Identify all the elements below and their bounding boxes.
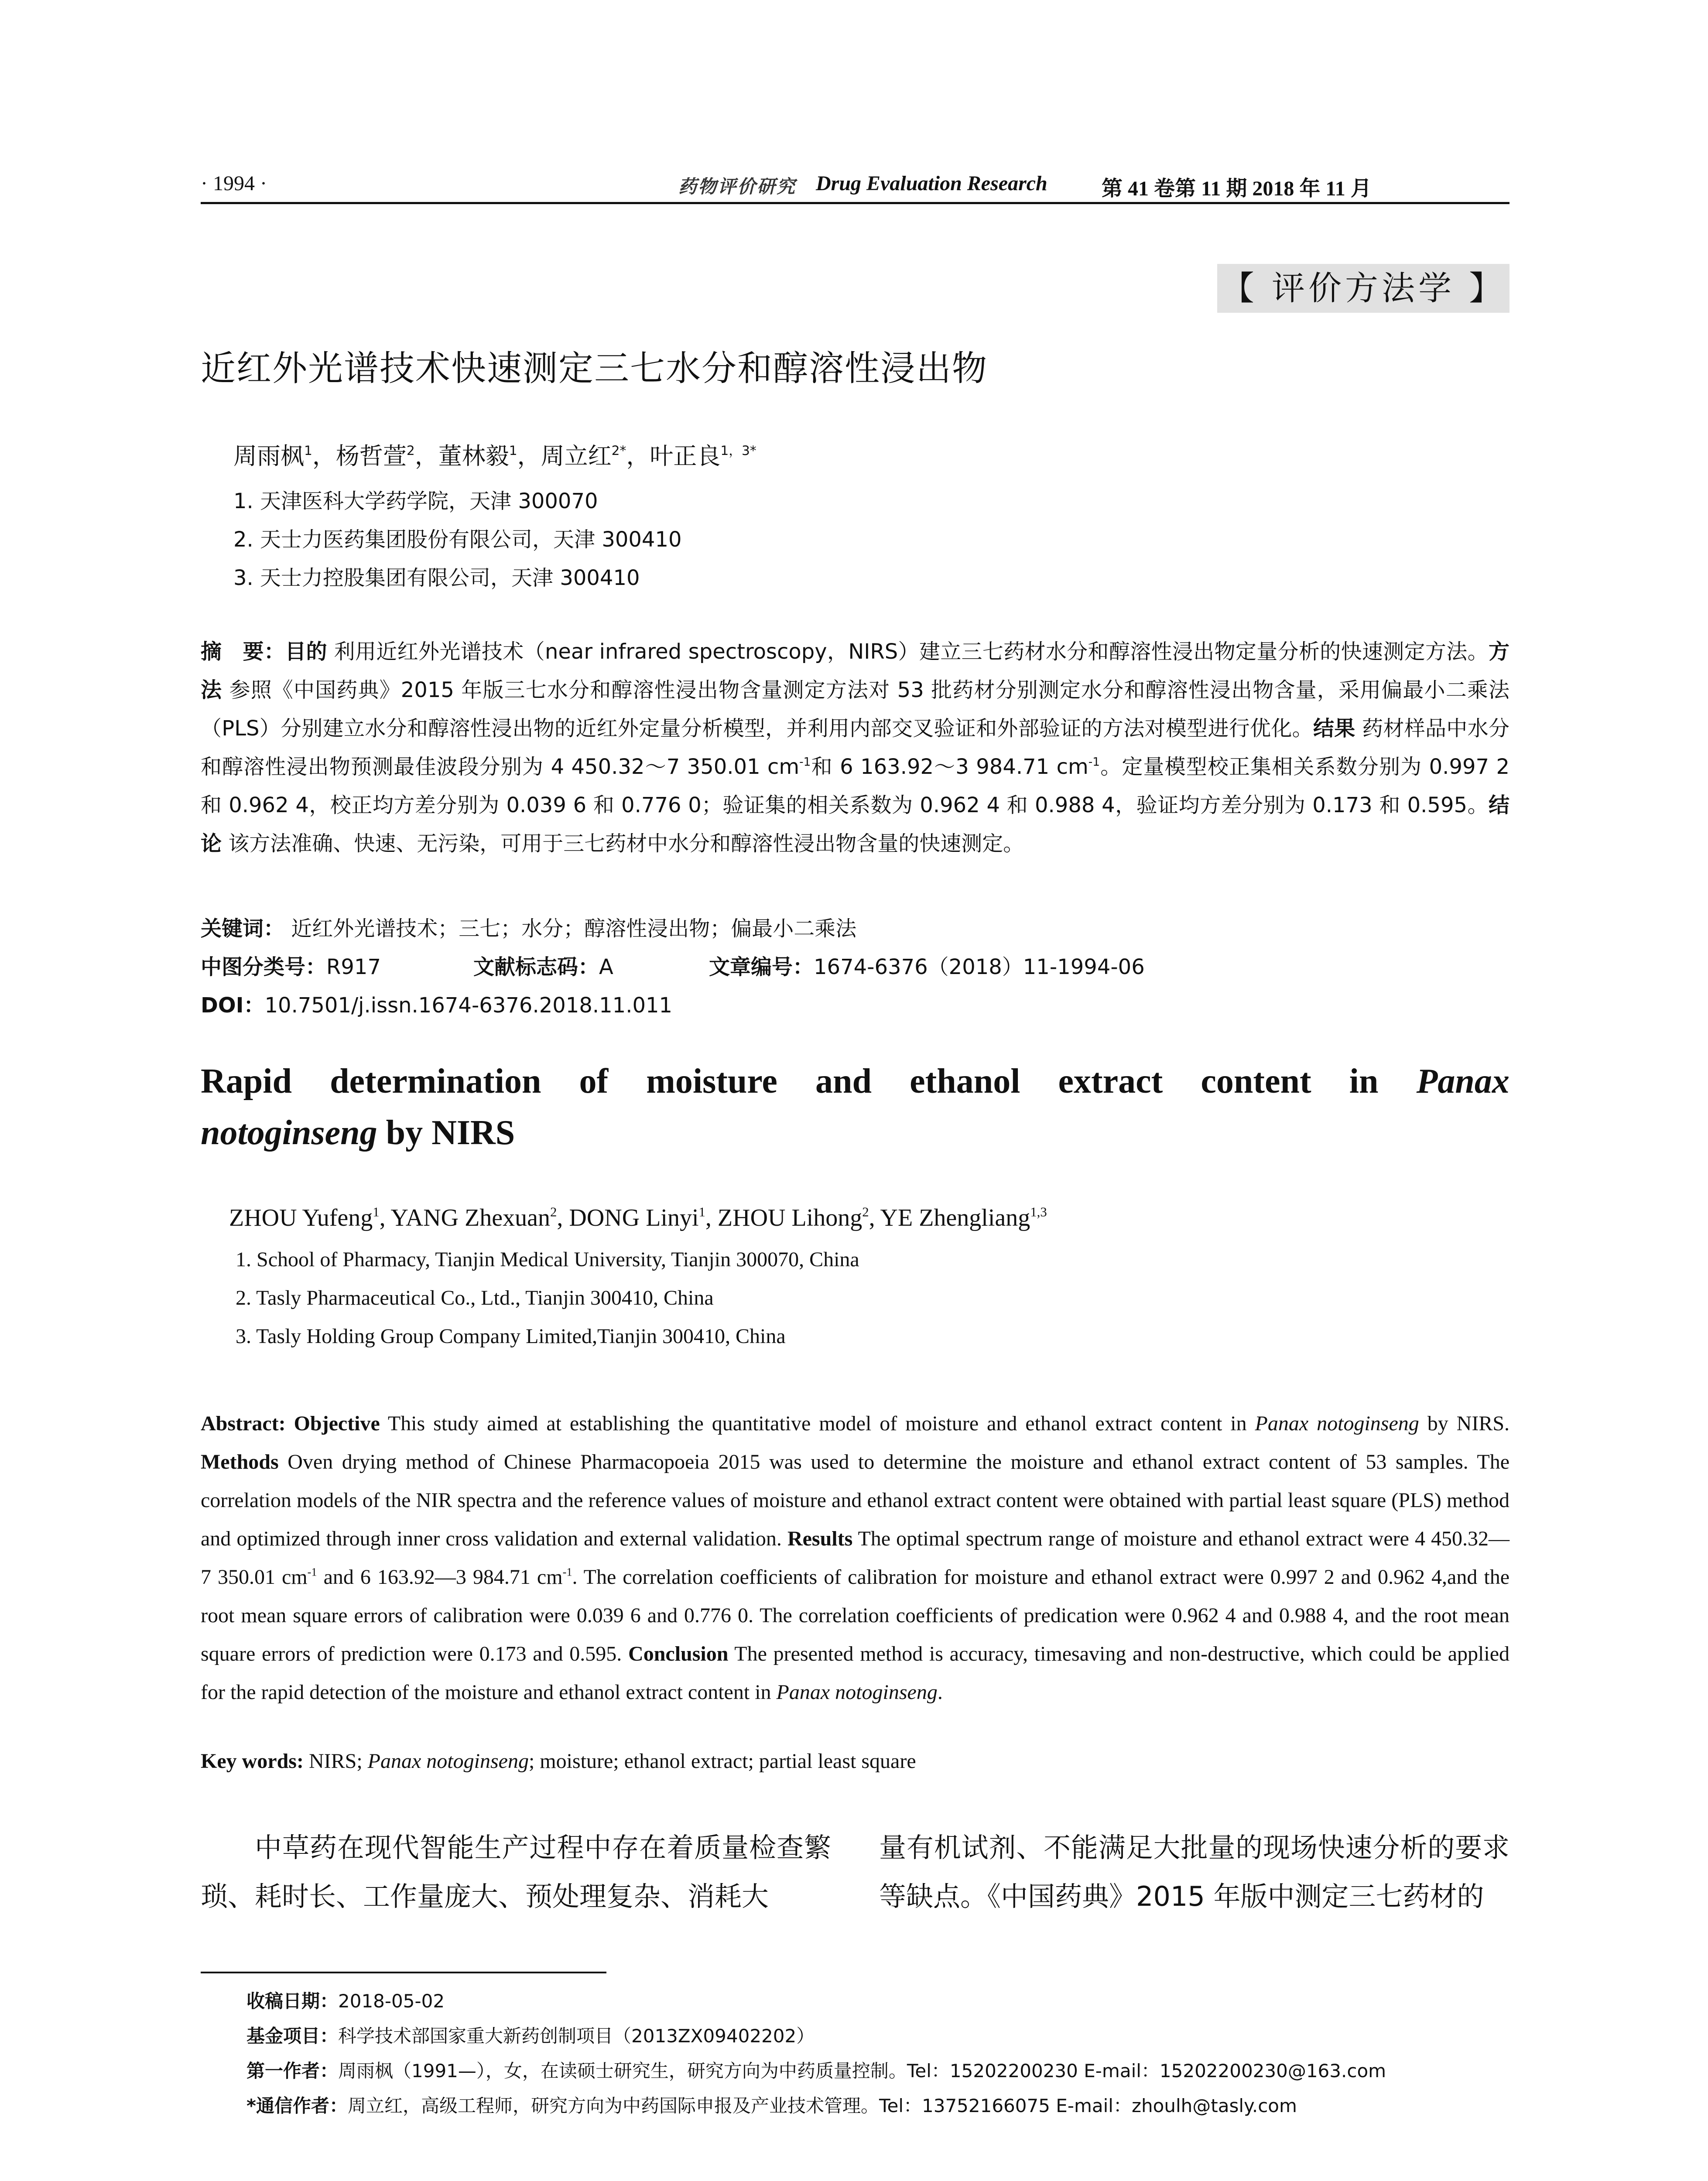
body-column-right: 量有机试剂、不能满足大批量的现场快速分析的要求等缺点。《中国药典》2015 年版中测定三七药材的 [879,1832,1509,1912]
footnote-label: *通信作者： [246,2095,348,2116]
abstract-cn [201,632,1509,863]
journal-logo: 药物评价研究 [678,177,797,197]
author-separator: ， [517,442,541,470]
header-rule [201,202,1509,204]
methods-en-text: Oven drying method of Chinese Pharmacopoeia 2015 was used to determine the moisture and ethanol extract content of 53 samples. The correlation models of the NIR spectra and the reference values of moisture and ethanol extract content were obtained with partial least square (PLS) method and optimized through inner cross validation and external validation. [201,1450,1509,1550]
author-list-en [229,1204,1047,1232]
conclusion-text: 该方法准确、快速、无污染，可用于三七药材中水分和醇溶性浸出物含量的快速测定。 [228,831,1024,856]
author-name: DONG Linyi [569,1204,699,1231]
title-species: notoginseng [201,1114,377,1152]
footnote-received [246,1987,445,2013]
unit-superscript: -1 [307,1565,317,1579]
article-title-cn: 近红外光谱技术快速测定三七水分和醇溶性浸出物 [201,348,988,389]
author-name: 杨哲萱 [335,442,407,470]
objective-en-text: This study aimed at establishing the quantitative model of moisture and ethanol extract content in [380,1412,1255,1435]
affiliation-en-2: 2. Tasly Pharmaceutical Co., Ltd., Tianjin 300410, China [236,1286,714,1309]
methods-text: 参照《中国药典》2015 年版三七水分和醇溶性浸出物含量测定方法对 53 批药材分别测定水分和醇溶性浸出物含量，采用偏最小二乘法（PLS）分别建立水分和醇溶性浸出物的近红外定量分析模型，并利用内部交叉验证和外部验证的方法对模型进行优化。 [201,678,1509,741]
author-name: 叶正良 [650,442,721,470]
unit-superscript: -1 [1088,755,1100,769]
author-name: ZHOU Yufeng [229,1204,373,1231]
affiliation-marker: 1 [373,1204,380,1220]
abstract-en [201,1405,1509,1712]
conclusion-en-label: Conclusion [628,1642,729,1665]
author-separator: ， [414,442,438,470]
methods-label: 方法 [201,639,1509,702]
species-name: Panax notoginseng [1255,1412,1419,1435]
footnote-label: 第一作者： [246,2060,339,2082]
objective-en-label: Objective [294,1412,380,1435]
results-en-label: Results [787,1527,853,1550]
doc-code [473,950,613,980]
results-en-text: . The correlation coefficients of calibration for moisture and ethanol extract were 0.997 2 and 0.962 4,and the root mean square errors of calibration were 0.039 6 and 0.776 0. The correlation coefficients of predication were 0.962 4 and 0.988 4, and the root mean square errors of prediction were 0.173 and 0.595. [201,1566,1509,1665]
methods-en-label: Methods [201,1450,279,1473]
author-separator: , [869,1204,880,1231]
results-text: 和 6 163.92～3 984.71 cm [811,755,1088,779]
abstract-en-label: Abstract: [201,1412,286,1435]
affiliation-cn-1: 1. 天津医科大学药学院，天津 300070 [233,489,598,513]
objective-en-text: by NIRS. [1419,1412,1510,1435]
unit-superscript: -1 [799,755,811,769]
objective-label: 目的 [285,639,328,664]
article-title-en [201,1056,1509,1159]
title-tail: by NIRS [377,1114,515,1152]
affiliation-marker: 2 [862,1204,869,1220]
footnote-value: 周雨枫（1991—），女，在读硕士研究生，研究方向为中药质量控制。Tel：15202200230 E-mail：15202200230@163.com [338,2060,1386,2082]
doc-code-value: A [599,955,613,979]
affiliation-marker: 2 [406,443,415,459]
author-name: 周立红 [541,442,612,470]
footnote-value: 周立红，高级工程师，研究方向为中药国际申报及产业技术管理。Tel：13752166075 E-mail：zhoulh@tasly.com [347,2095,1297,2116]
author-name: YE Zhengliang [880,1204,1030,1231]
keywords-en-text: NIRS; [303,1750,368,1773]
affiliation-cn-3: 3. 天士力控股集团有限公司，天津 300410 [233,566,640,590]
title-en-line-2 [201,1107,1509,1159]
doi-line [201,988,672,1019]
footnote-value: 科学技术部国家重大新药创制项目（2013ZX09402202） [338,2025,815,2047]
affiliation-marker: 1 [304,443,312,459]
author-list-cn [233,438,756,471]
article-number-value: 1674-6376（2018）11-1994-06 [814,955,1145,979]
affiliation-marker: 1,3 [1030,1204,1047,1220]
species-name: Panax notoginseng [776,1681,938,1704]
clc-label: 中图分类号： [201,955,327,979]
doi-value: 10.7501/j.issn.1674-6376.2018.11.011 [264,993,673,1018]
title-word: determination [330,1062,541,1101]
affiliation-en-3: 3. Tasly Holding Group Company Limited,Tianjin 300410, China [236,1325,786,1348]
author-separator: , [379,1204,391,1231]
footnote-first-author [246,2057,1386,2083]
footnote-label: 收稿日期： [246,1990,339,2012]
results-text: 药材样品中水分和醇溶性浸出物预测最佳波段分别为 4 450.32～7 350.01 cm [201,716,1509,779]
species-name: Panax notoginseng [367,1750,529,1773]
footnote-funding [246,2022,815,2048]
footnote-label: 基金项目： [246,2025,339,2047]
objective-text: 利用近红外光谱技术（near infrared spectroscopy，NIRS）建立三七药材水分和醇溶性浸出物定量分析的快速测定方法。 [334,639,1489,664]
footnote-value: 2018-05-02 [338,1990,445,2012]
title-word: content [1201,1062,1311,1101]
article-number-label: 文章编号： [709,955,814,979]
title-word: and [815,1062,872,1101]
footnote-rule [201,1972,606,1973]
author-name: 周雨枫 [233,442,304,470]
title-word: Rapid [201,1062,292,1101]
results-label: 结果 [1313,716,1355,741]
conclusion-label: 结论 [201,793,1509,856]
classification-line [201,950,381,980]
author-separator: ， [626,442,650,470]
conclusion-en-text: . [937,1681,943,1704]
title-word: in [1349,1062,1379,1101]
keywords-en-text: ; moisture; ethanol extract; partial least square [528,1750,916,1773]
author-separator: , [557,1204,569,1231]
clc-value: R917 [326,955,381,979]
keywords-en [201,1749,916,1773]
journal-name: Drug Evaluation Research [816,172,1047,195]
title-word: ethanol [910,1062,1020,1101]
journal-issue: 第 41 卷第 11 期 2018 年 11 月 [1102,177,1372,200]
results-text: 。定量模型校正集相关系数分别为 0.997 2 和 0.962 4，校正均方差分别为 0.039 6 和 0.776 0；验证集的相关系数为 0.962 4 和 0.988 4，验证均方差分别为 0.173 和 0.595。 [201,755,1509,817]
body-column-left: 中草药在现代智能生产过程中存在着质量检查繁琐、耗时长、工作量庞大、预处理复杂、消耗大 [201,1832,831,1912]
affiliation-marker: 2 [550,1204,557,1220]
affiliation-marker: 1 [509,443,517,459]
footnote-corresponding [246,2092,1297,2118]
affiliation-marker: 1 [698,1204,705,1220]
title-genus: Panax [1416,1062,1509,1101]
article-number [709,950,1145,980]
keywords-value: 近红外光谱技术；三七；水分；醇溶性浸出物；偏最小二乘法 [291,916,857,941]
results-en-text: and 6 163.92—3 984.71 cm [317,1566,563,1589]
column-tag: 【 评价方法学 】 [1217,264,1509,313]
conclusion-en-text: The presented method is accuracy, timesaving and non-destructive, which could be applied for the rapid detection of the moisture and ethanol extract content in [201,1642,1510,1704]
keywords-en-label: Key words: [201,1750,304,1773]
author-name: ZHOU Lihong [717,1204,863,1231]
unit-superscript: -1 [562,1565,572,1579]
affiliation-marker: 2* [611,443,626,459]
title-word: of [579,1062,609,1101]
author-separator: , [705,1204,718,1231]
title-word: extract [1058,1062,1163,1101]
abstract-label: 摘 要： [201,639,285,664]
title-en-line-1 [201,1056,1509,1107]
doc-code-label: 文献标志码： [473,955,599,979]
page-number: · 1994 · [201,172,267,195]
keywords-cn [201,912,856,942]
affiliation-en-1: 1. School of Pharmacy, Tianjin Medical University, Tianjin 300070, China [236,1248,859,1271]
title-word: moisture [646,1062,777,1101]
results-en-text: The optimal spectrum range of moisture and ethanol extract were 4 450.32—7 350.01 cm [201,1527,1510,1589]
author-name: 董林毅 [438,442,509,470]
author-name: YANG Zhexuan [390,1204,551,1231]
keywords-label: 关键词： [201,916,285,941]
doi-label: DOI： [201,993,265,1018]
affiliation-cn-2: 2. 天士力医药集团股份有限公司，天津 300410 [233,527,682,552]
author-separator: ， [312,442,336,470]
affiliation-marker: 1，3* [720,443,756,459]
running-header [201,168,1509,203]
